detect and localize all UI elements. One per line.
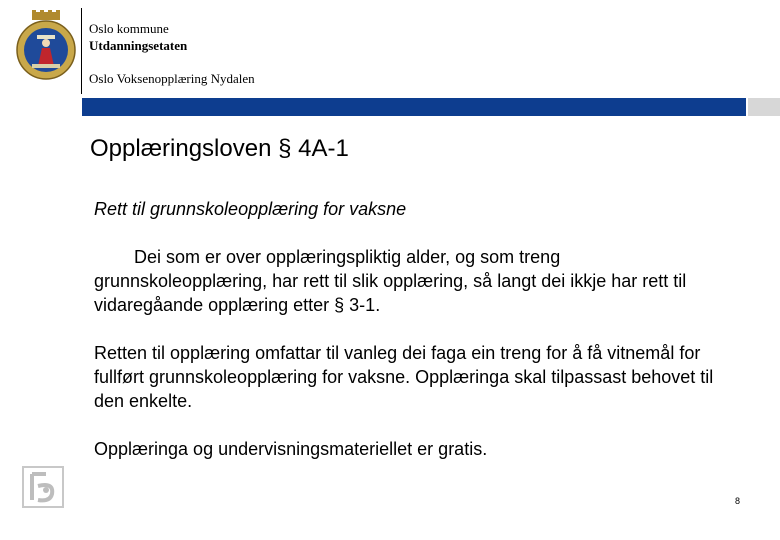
header-divider	[81, 8, 82, 94]
header-accent-bar	[82, 98, 746, 116]
org-department: Utdanningsetaten	[89, 38, 188, 53]
paragraph-3: Opplæringa og undervisningsmateriellet er gratis.	[94, 439, 488, 459]
oslo-symbol-watermark-icon	[22, 466, 64, 508]
oslo-coat-of-arms-icon	[14, 10, 78, 80]
page-number: 8	[735, 496, 741, 506]
header-grey-bar	[748, 98, 780, 116]
slide-title: Opplæringsloven § 4A-1	[90, 135, 349, 162]
org-unit: Oslo Voksenopplæring Nydalen	[89, 71, 255, 86]
slide-subtitle: Rett til grunnskoleopplæring for vaksne	[94, 199, 407, 219]
paragraph-1: Dei som er over opplæringspliktig alder, og som treng grunnskoleopplæring, har rett til slik opplæring, så langt dei ikkje har rett til vidaregåande opplæring etter § 3-1.	[94, 247, 687, 315]
paragraph-2: Retten til opplæring omfattar til vanleg dei faga ein treng for å få vitnemål for fullført grunnskoleopplæring for vaksne. Opplæringa skal tilpassast behovet til den enkelte.	[94, 343, 714, 411]
org-name: Oslo kommune	[89, 21, 169, 36]
